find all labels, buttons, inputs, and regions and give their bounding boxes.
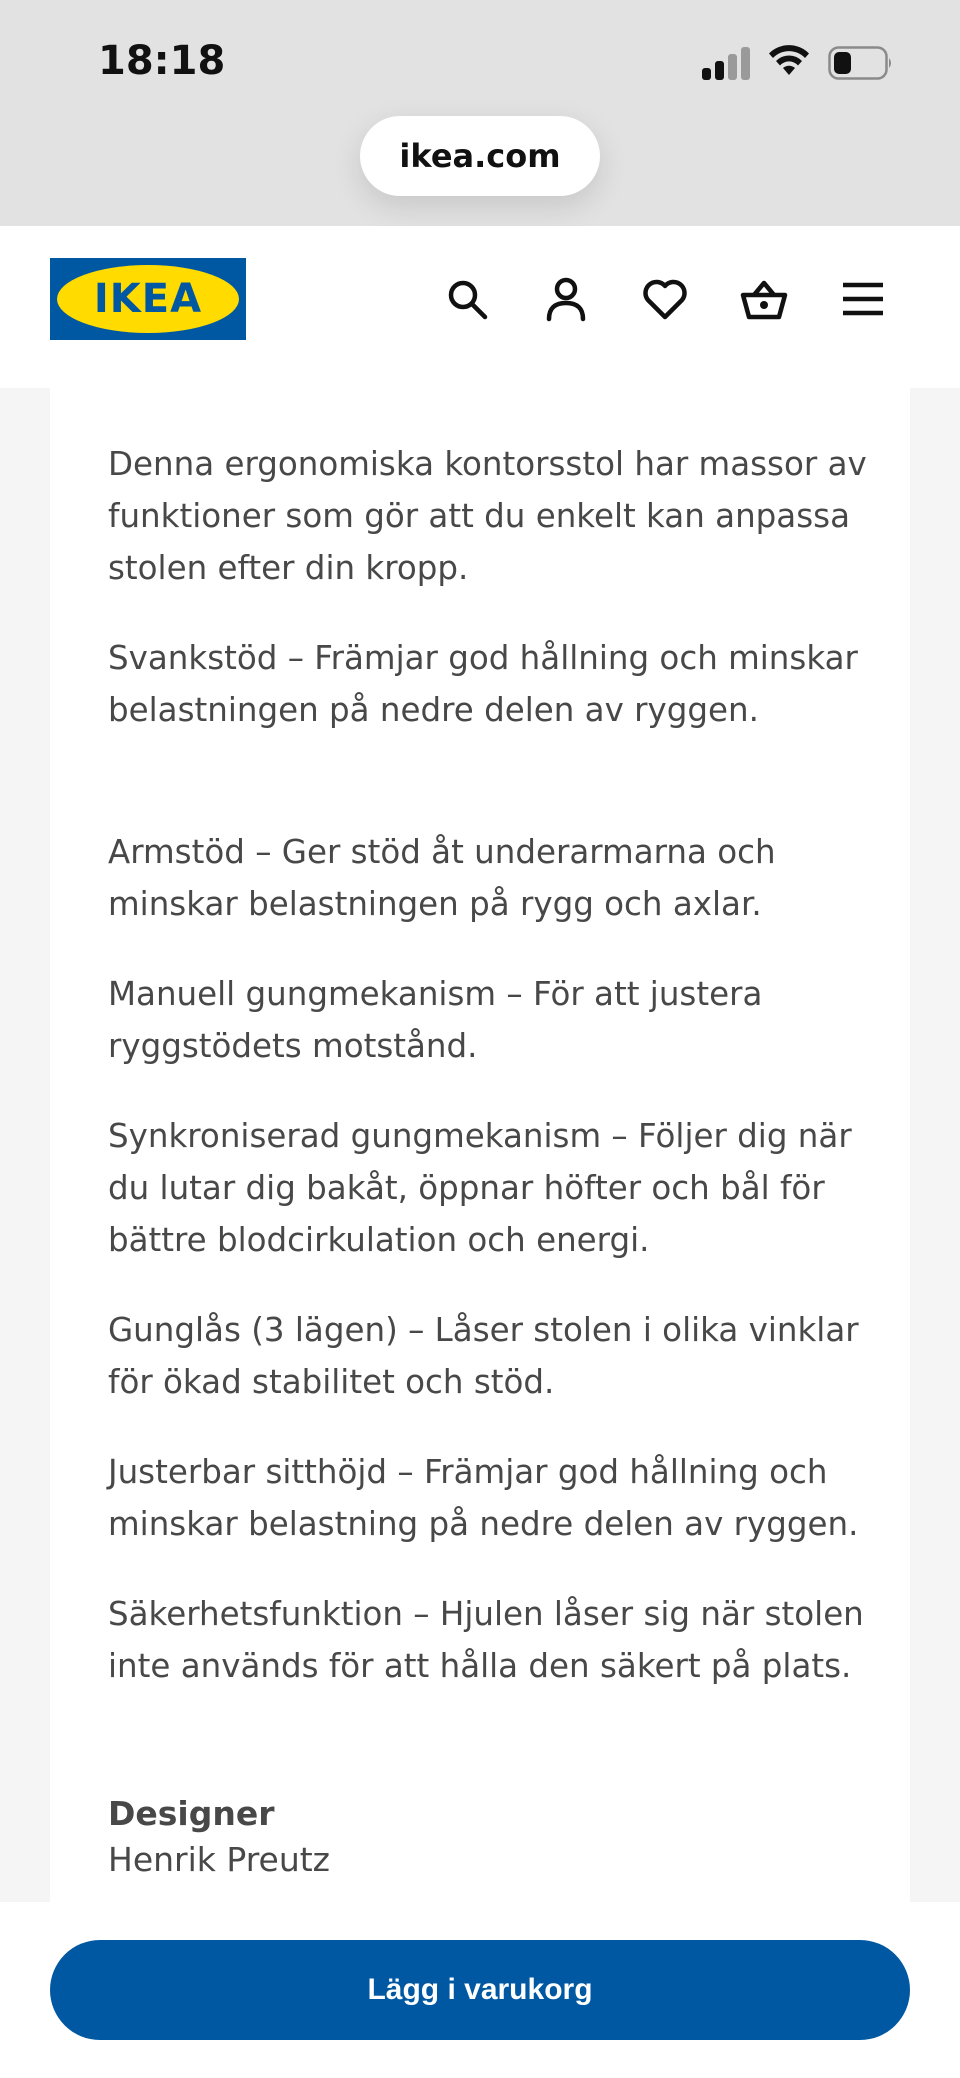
designer-name: Henrik Preutz [108, 1840, 331, 1879]
description-paragraph: Justerbar sitthöjd – Främjar god hållning och minskar belastning på nedre delen av ryggen. [108, 1453, 859, 1543]
description-paragraph: Armstöd – Ger stöd åt underarmarna och minskar belastningen på rygg och axlar. [108, 833, 776, 923]
heart-icon[interactable] [638, 272, 692, 326]
description-paragraph: Svankstöd – Främjar god hållning och minskar belastningen på nedre delen av ryggen. [108, 639, 858, 729]
cart-icon[interactable] [737, 272, 791, 326]
designer-label: Designer [108, 1794, 275, 1833]
search-icon[interactable] [440, 272, 494, 326]
svg-text:IKEA: IKEA [93, 276, 203, 322]
description-paragraph: Manuell gungmekanism – För att justera ryggstödets motstånd. [108, 975, 763, 1065]
description-paragraph: Synkroniserad gungmekanism – Följer dig när du lutar dig bakåt, öppnar höfter och bål för bättre blodcirkulation och energi. [108, 1117, 852, 1259]
description-paragraph: Gunglås (3 lägen) – Låser stolen i olika vinklar för ökad stabilitet och stöd. [108, 1311, 859, 1401]
battery-icon [828, 46, 894, 80]
description-paragraph: Denna ergonomiska kontorsstol har massor av funktioner som gör att du enkelt kan anpassa stolen efter din kropp. [108, 445, 867, 587]
wifi-icon [766, 42, 812, 78]
product-description-panel [50, 388, 910, 1902]
url-bar[interactable] [360, 116, 600, 196]
add-to-cart-label: Lägg i varukorg [367, 1973, 593, 2006]
description-paragraph: Säkerhetsfunktion – Hjulen låser sig när stolen inte används för att hålla den säkert på plats. [108, 1595, 864, 1685]
status-bar [0, 0, 960, 226]
ikea-logo[interactable] [50, 258, 246, 340]
bottom-action-bar [0, 1902, 960, 2078]
url-text: ikea.com [399, 137, 561, 175]
status-time: 18:18 [98, 38, 226, 84]
add-to-cart-button[interactable] [50, 1940, 910, 2040]
site-header [0, 226, 960, 388]
menu-icon[interactable] [836, 272, 890, 326]
signal-icon [702, 46, 750, 80]
account-icon[interactable] [539, 272, 593, 326]
